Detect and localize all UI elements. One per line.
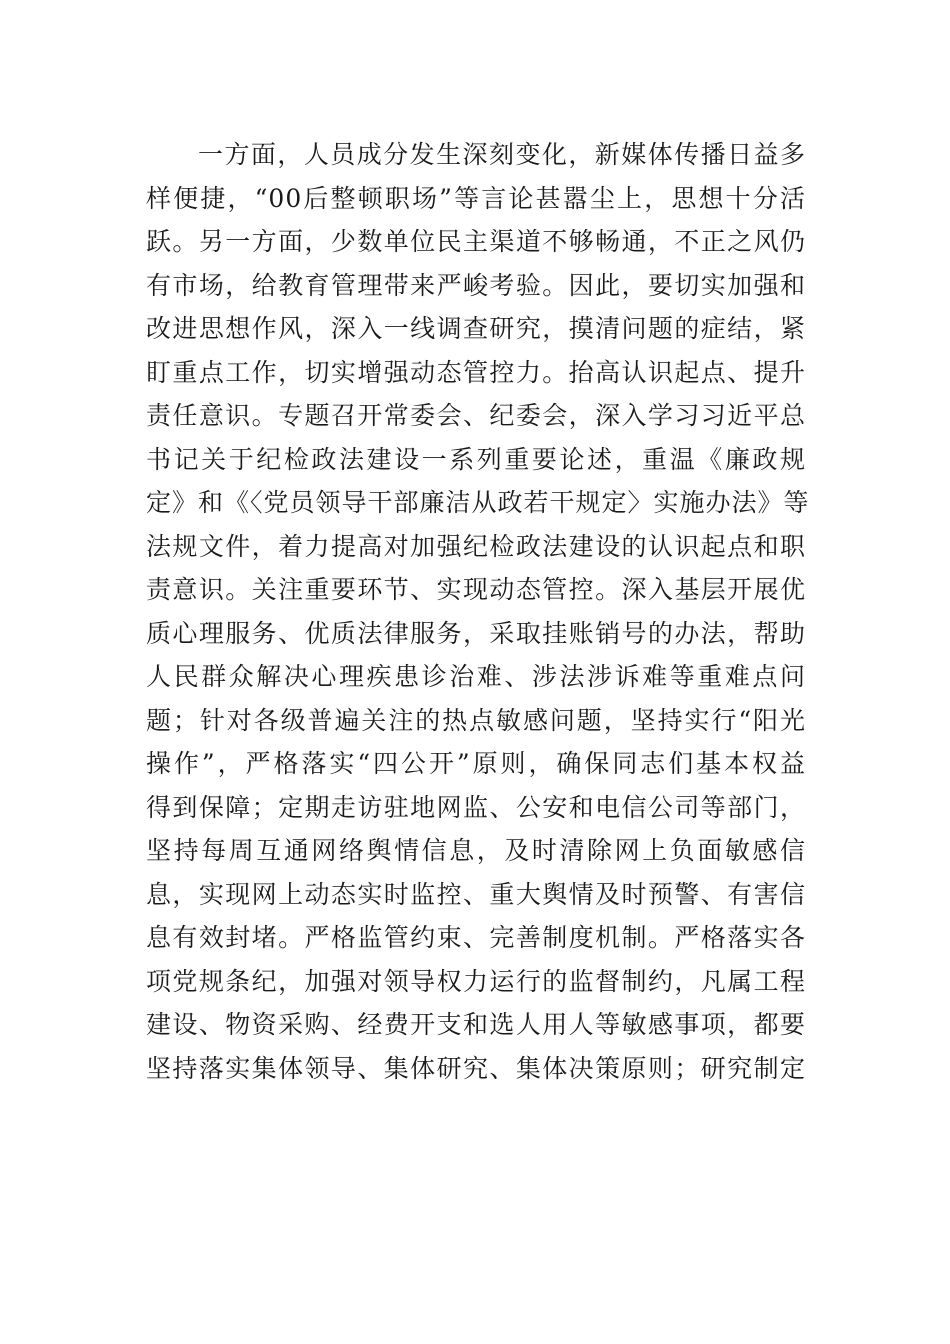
text-line: 操作”，严格落实“四公开”原则，确保同志们基本权益	[146, 749, 806, 778]
body-paragraph	[146, 133, 810, 1090]
text-line: 息，实现网上动态实时监控、重大舆情及时预警、有害信	[146, 879, 806, 909]
text-line: 坚持落实集体领导、集体研究、集体决策原则；研究制定	[146, 1053, 806, 1083]
text-line: 质心理服务、优质法律服务，采取挂账销号的办法，帮助	[146, 618, 806, 648]
text-line: 建设、物资采购、经费开支和选人用人等敏感事项，都要	[146, 1010, 806, 1039]
text-line: 样便捷，“00后整顿职场”等言论甚嚣尘上，思想十分活	[146, 183, 806, 213]
text-line: 有市场，给教育管理带来严峻考验。因此，要切实加强和	[146, 270, 806, 300]
text-line: 项党规条纪，加强对领导权力运行的监督制约，凡属工程	[146, 966, 806, 996]
text-line: 责意识。关注重要环节、实现动态管控。深入基层开展优	[146, 575, 806, 604]
text-line: 盯重点工作，切实增强动态管控力。抬高认识起点、提升	[146, 357, 806, 387]
text-line: 责任意识。专题召开常委会、纪委会，深入学习习近平总	[146, 401, 806, 430]
text-line: 一方面，人员成分发生深刻变化，新媒体传播日益多	[198, 140, 806, 169]
text-line: 法规文件，着力提高对加强纪检政法建设的认识起点和职	[146, 531, 806, 561]
text-line: 题；针对各级普遍关注的热点敏感问题，坚持实行“阳光	[146, 705, 806, 735]
text-line: 得到保障；定期走访驻地网监、公安和电信公司等部门，	[146, 792, 806, 822]
text-line: 息有效封堵。严格监管约束、完善制度机制。严格落实各	[146, 923, 806, 952]
text-line: 书记关于纪检政法建设一系列重要论述，重温《廉政规	[146, 444, 806, 474]
text-line: 定》和《〈党员领导干部廉洁从政若干规定〉实施办法》等	[146, 488, 810, 517]
text-line: 人民群众解决心理疾患诊治难、涉法涉诉难等重难点问	[146, 662, 806, 691]
text-line: 跃。另一方面，少数单位民主渠道不够畅通，不正之风仍	[146, 227, 806, 256]
text-line: 改进思想作风，深入一线调查研究，摸清问题的症结，紧	[146, 314, 806, 343]
text-line: 坚持每周互通网络舆情信息，及时清除网上负面敏感信	[146, 836, 806, 865]
